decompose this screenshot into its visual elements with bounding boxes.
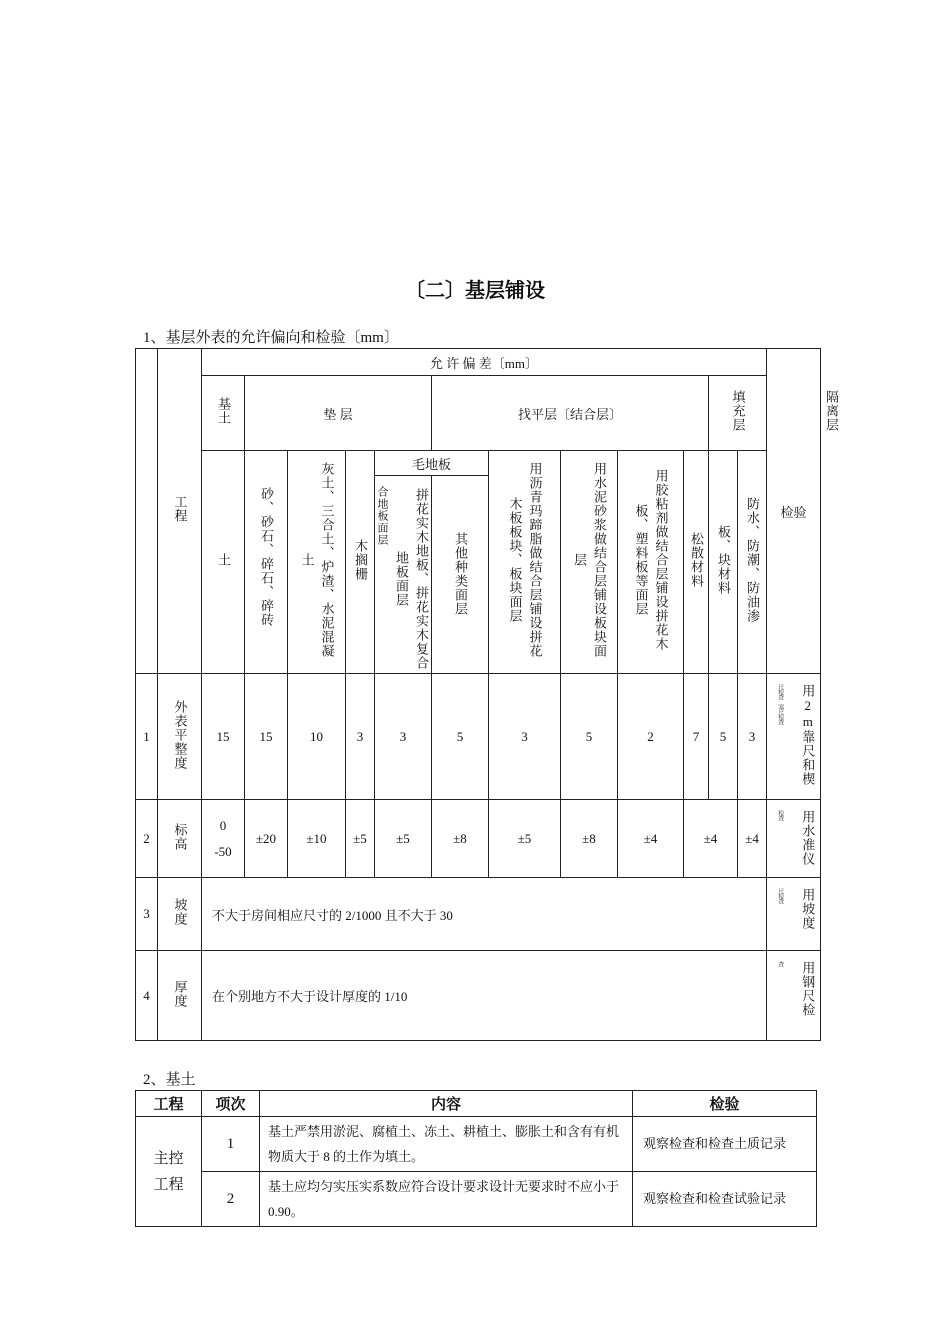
header-content: 内容 <box>260 1091 633 1117</box>
waterproof-col-header <box>738 451 767 674</box>
table-cell: 不大于房间相应尺寸的 2/1000 且不大于 30 <box>202 878 767 951</box>
project-header <box>158 349 202 674</box>
table-cell: ±5 <box>375 800 432 878</box>
parquet-col-header <box>375 476 432 674</box>
page-title: 〔二〕基层铺设 <box>405 278 545 302</box>
table-cell <box>158 951 202 1041</box>
leveling-header: 找平层〔结合层〕 <box>432 376 709 451</box>
table-cell <box>767 878 821 951</box>
cell-text: 其他种类面层 <box>453 532 468 616</box>
table-cell: 观察检查和检查土质记录 <box>633 1117 817 1172</box>
cell-text: 查 <box>776 961 783 966</box>
cell-text: 用沥青玛蹄脂做结合层铺设拼花木板板块、板块面层 <box>507 461 543 658</box>
table-cell: ±8 <box>561 800 618 878</box>
loose-col-header <box>684 451 709 674</box>
table-cell <box>158 674 202 800</box>
cell-text: 外表平整度 <box>172 699 188 770</box>
table-cell: 5 <box>561 674 618 800</box>
table-cell: 2 <box>202 1172 260 1227</box>
cushion-header: 垫 层 <box>245 376 432 451</box>
table-cell <box>767 674 821 800</box>
table-row <box>136 1117 817 1172</box>
cell-text: 用2m靠尺和楔 <box>800 684 816 786</box>
cell-text: 标高 <box>172 822 188 851</box>
asphalt-col-header <box>489 451 561 674</box>
table-cell: 1 <box>136 674 158 800</box>
cell-text: 用胶粘剂做结合层铺设拼花木板、塑料板等面层 <box>633 468 669 651</box>
section-1-heading: 1、基层外表的允许偏向和检验〔mm〕 <box>143 330 399 346</box>
cell-text: ±5 <box>353 830 367 846</box>
table-cell: ±4 <box>684 800 738 878</box>
cell-text: 灰土、三合土、炉渣、水泥混凝土 <box>299 461 335 658</box>
table-cell <box>346 800 375 878</box>
table-cell <box>738 800 767 878</box>
table-cell: 5 <box>709 674 738 800</box>
table-cell: 基土应均匀实压实系数应符合设计要求设计无要求时不应小于 0.90。 <box>260 1172 633 1227</box>
other-wood-col-header <box>432 476 489 674</box>
base-soil-table <box>135 1090 817 1227</box>
table-row <box>136 878 821 951</box>
table-cell <box>245 800 288 878</box>
cell-text: 木搁栅 <box>353 539 368 581</box>
table-cell: 0 -50 <box>202 800 245 878</box>
header-item: 项次 <box>202 1091 260 1117</box>
table-cell: 10 <box>288 674 346 800</box>
cell-text: 砂、砂石、碎石、碎砖 <box>259 487 274 627</box>
cell-text: 基土 <box>216 397 231 425</box>
table-cell: 15 <box>202 674 245 800</box>
table-cell: ±5 <box>489 800 561 878</box>
adhesive-col-header <box>618 451 684 674</box>
cell-text: 松散材料 <box>689 532 704 588</box>
sand-col-header <box>245 451 288 674</box>
table-cell: ±8 <box>432 800 489 878</box>
table-cell: 3 <box>489 674 561 800</box>
cell-text: 用水泥砂浆做结合层铺设板块面层 <box>572 461 607 658</box>
board-col-header <box>709 451 738 674</box>
cement-col-header <box>561 451 618 674</box>
joist-col-header <box>346 451 375 674</box>
section-2-heading: 2、基土 <box>143 1072 196 1088</box>
table-cell: 观察检查和检查试验记录 <box>633 1172 817 1227</box>
cell-text: 用坡度 <box>800 888 816 930</box>
table-cell: 3 <box>346 674 375 800</box>
table-cell: 3 <box>738 674 767 800</box>
table-cell: 4 <box>136 951 158 1041</box>
table-cell: 2 <box>618 674 684 800</box>
table-cell: ±10 <box>288 800 346 878</box>
cell-text: 板、块材料 <box>716 525 731 595</box>
table-cell <box>767 951 821 1041</box>
table-cell <box>158 878 202 951</box>
table-cell <box>158 800 202 878</box>
subfloor-header: 毛地板 <box>375 451 489 476</box>
table-cell: 1 <box>202 1117 260 1172</box>
table-cell: ±4 <box>618 800 684 878</box>
table-row <box>136 951 821 1041</box>
cell-text: 拼花实木地板、拼花实木复合地板面层 <box>394 487 429 670</box>
cell-text: 主控工程 <box>153 1150 184 1193</box>
tolerance-table <box>135 348 840 1041</box>
table-cell: 2 <box>136 800 158 878</box>
cell-text: 用钢尺检 <box>800 961 816 1017</box>
table-cell: 3 <box>375 674 432 800</box>
cell-text: 检查 <box>776 810 783 820</box>
cell-text: 土 <box>216 553 231 567</box>
table-row <box>136 800 821 878</box>
fill-header <box>709 376 767 451</box>
table-cell: 5 <box>432 674 489 800</box>
table-cell <box>767 800 821 878</box>
cell-text: ±20 <box>255 830 277 846</box>
lime-col-header <box>288 451 346 674</box>
table-cell: 基土严禁用淤泥、腐植土、冻土、耕植土、膨胀土和含有有机物质大于 8 的土作为填土。 <box>260 1117 633 1172</box>
table-cell: 在个别地方不大于设计厚度的 1/10 <box>202 951 767 1041</box>
cell-text: 工程 <box>172 495 188 523</box>
check-header: 检验 <box>767 349 821 674</box>
cell-text: 合地板面层 <box>376 486 388 546</box>
cell-text: 尺检查 塞尺检查 <box>776 684 783 724</box>
cell-text: 坡度 <box>172 898 188 926</box>
header-check: 检验 <box>633 1091 817 1117</box>
cell-text: 厚度 <box>172 979 188 1008</box>
cell-text: 尺检查 <box>776 888 783 903</box>
cell-text: 用水准仪 <box>800 810 816 866</box>
group-main-control <box>136 1117 202 1227</box>
cell-text: 防水、防潮、防油渗 <box>745 496 761 623</box>
table-row <box>136 1172 817 1227</box>
table-cell: 15 <box>245 674 288 800</box>
soil-col-header <box>202 451 245 674</box>
allowed-deviation-header: 允 许 偏 差〔mm〕 <box>202 349 767 376</box>
table-cell: 7 <box>684 674 709 800</box>
table-cell: 3 <box>136 878 158 951</box>
index-header <box>136 349 158 674</box>
cell-text: 隔离层 <box>824 390 840 432</box>
cell-text: 填充层 <box>730 390 746 432</box>
header-project: 工程 <box>136 1091 202 1117</box>
base-soil-header <box>202 376 245 451</box>
table-row <box>136 674 821 800</box>
cell-text: ±4 <box>745 830 759 846</box>
